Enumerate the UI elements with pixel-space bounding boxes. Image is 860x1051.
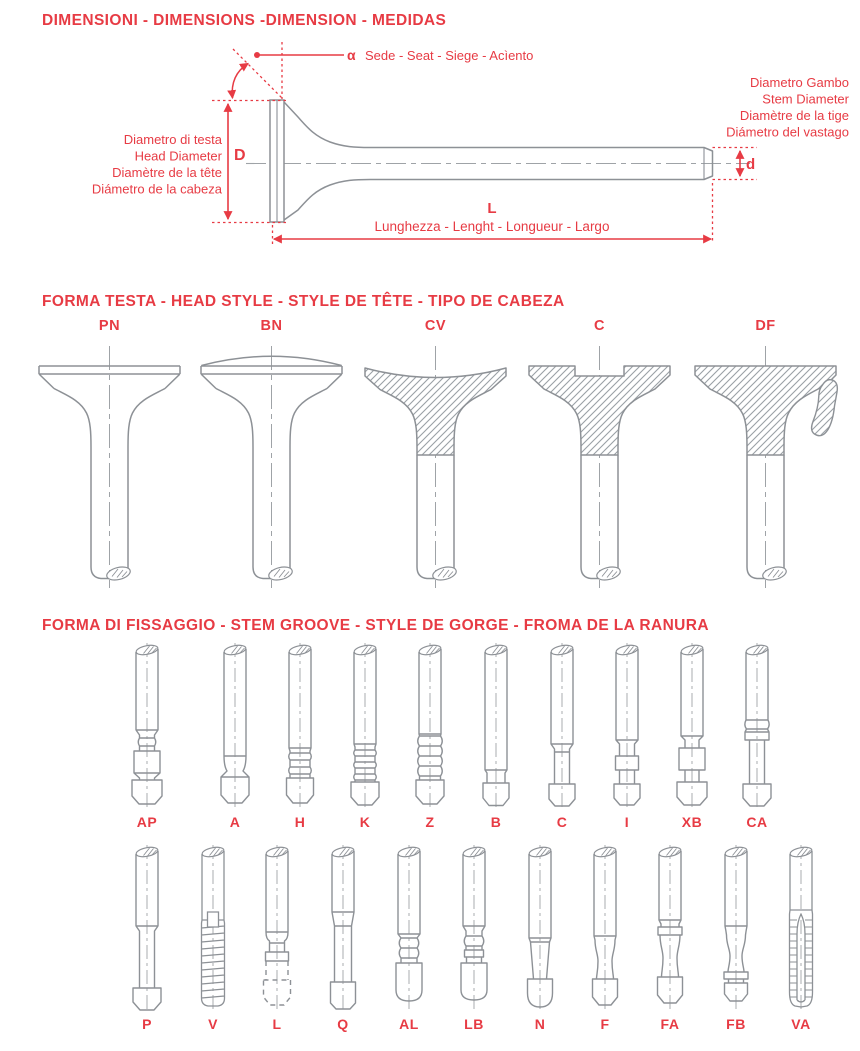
stem-groove-label: FB: [726, 1016, 746, 1032]
stem-groove-item-q: [310, 842, 376, 1032]
stem-groove-label: N: [534, 1016, 546, 1032]
head-style-label: DF: [755, 318, 776, 334]
head-style-label: CV: [424, 318, 447, 334]
stem-groove-label: LB: [464, 1016, 484, 1032]
stem-groove-item-al: [376, 842, 442, 1032]
svg-text:Diametro Gambo: Diametro Gambo: [750, 75, 849, 90]
svg-text:Head Diameter: Head Diameter: [134, 148, 222, 164]
stem-groove-item-f: [572, 842, 638, 1032]
valve-body-outline: [284, 102, 713, 220]
stem-grooves-title: FORMA DI FISSAGGIO - STEM GROOVE - STYLE DE GORGE - FROMA DE LA RANURA: [42, 617, 709, 634]
svg-text:Diametro di testa: Diametro di testa: [123, 132, 222, 147]
stem-groove-label: FA: [660, 1016, 680, 1032]
stem-groove-item-l: [244, 842, 310, 1032]
stem-groove-item-n: [507, 842, 573, 1032]
head-style-item-c: [517, 318, 682, 594]
stem-diameter-letter: d: [746, 156, 756, 173]
head-style-drawing-df: [683, 342, 848, 594]
stem-groove-label: F: [600, 1016, 610, 1032]
stem-groove-item-fb: [703, 842, 769, 1032]
stem-diameter-labels: [726, 75, 850, 140]
head-style-drawing-bn: [189, 342, 354, 594]
stem-groove-label: A: [229, 814, 241, 830]
stem-groove-item-p: [114, 842, 180, 1032]
head-style-label: PN: [98, 318, 121, 334]
stem-groove-item-b: [463, 640, 529, 830]
stem-groove-item-v: [180, 842, 246, 1032]
stem-groove-item-xb: [659, 640, 725, 830]
head-style-drawing-c: [517, 342, 682, 594]
stem-groove-label: C: [556, 814, 568, 830]
head-diameter-letter: D: [234, 147, 246, 164]
dimensions-diagram: [0, 30, 860, 260]
stem-groove-label: VA: [791, 1016, 811, 1032]
alpha-seat-label: Sede - Seat - Siege - Acìento: [365, 48, 534, 63]
svg-text:Diamètre de la tête: Diamètre de la tête: [112, 165, 222, 180]
svg-text:Diámetro del vastago: Diámetro del vastago: [726, 124, 849, 140]
head-style-label: BN: [260, 318, 283, 334]
stem-groove-item-ca: [724, 640, 790, 830]
stem-groove-label: AL: [399, 1016, 419, 1032]
seat-angle-arc: [232, 64, 248, 99]
stem-groove-label: XB: [681, 814, 703, 830]
stem-groove-item-z: [397, 640, 463, 830]
stem-groove-item-h: [267, 640, 333, 830]
stem-groove-label: I: [624, 814, 630, 830]
stem-groove-label: H: [294, 814, 306, 830]
stem-groove-label: B: [490, 814, 502, 830]
stem-groove-item-va: [768, 842, 834, 1032]
stem-groove-label: AP: [136, 814, 158, 830]
head-styles-title: FORMA TESTA - HEAD STYLE - STYLE DE TÊTE - TIPO DE CABEZA: [42, 293, 565, 310]
length-label: Lunghezza - Lenght - Longueur - Largo: [374, 219, 610, 234]
head-style-item-df: [683, 318, 848, 594]
stem-groove-label: Z: [425, 814, 435, 830]
stem-groove-item-lb: [441, 842, 507, 1032]
stem-groove-item-ap: [114, 640, 180, 830]
stem-groove-label: V: [208, 1016, 218, 1032]
stem-groove-label: P: [142, 1016, 152, 1032]
stem-groove-label: CA: [746, 814, 768, 830]
dimensions-title: DIMENSIONI - DIMENSIONS -DIMENSION - MEDIDAS: [42, 12, 447, 29]
stem-groove-item-k: [332, 640, 398, 830]
head-style-label: C: [594, 318, 605, 334]
head-style-drawing-pn: [27, 342, 192, 594]
svg-text:Diamètre de la tige: Diamètre de la tige: [739, 108, 849, 123]
stem-groove-item-i: [594, 640, 660, 830]
stem-groove-label: L: [272, 1016, 282, 1032]
head-style-drawing-cv: [353, 342, 518, 594]
svg-text:Diámetro de la cabeza: Diámetro de la cabeza: [91, 181, 222, 197]
head-style-item-bn: [189, 318, 354, 594]
svg-text:Stem Diameter: Stem Diameter: [762, 91, 849, 107]
length-letter: L: [487, 200, 497, 217]
stem-groove-label: K: [359, 814, 371, 830]
stem-groove-item-a: [202, 640, 268, 830]
head-style-item-pn: [27, 318, 192, 594]
head-diameter-labels: [92, 132, 223, 197]
stem-groove-label: Q: [337, 1016, 349, 1032]
stem-groove-item-fa: [637, 842, 703, 1032]
stem-groove-item-c: [529, 640, 595, 830]
alpha-symbol: α: [347, 47, 356, 63]
head-style-item-cv: [353, 318, 518, 594]
